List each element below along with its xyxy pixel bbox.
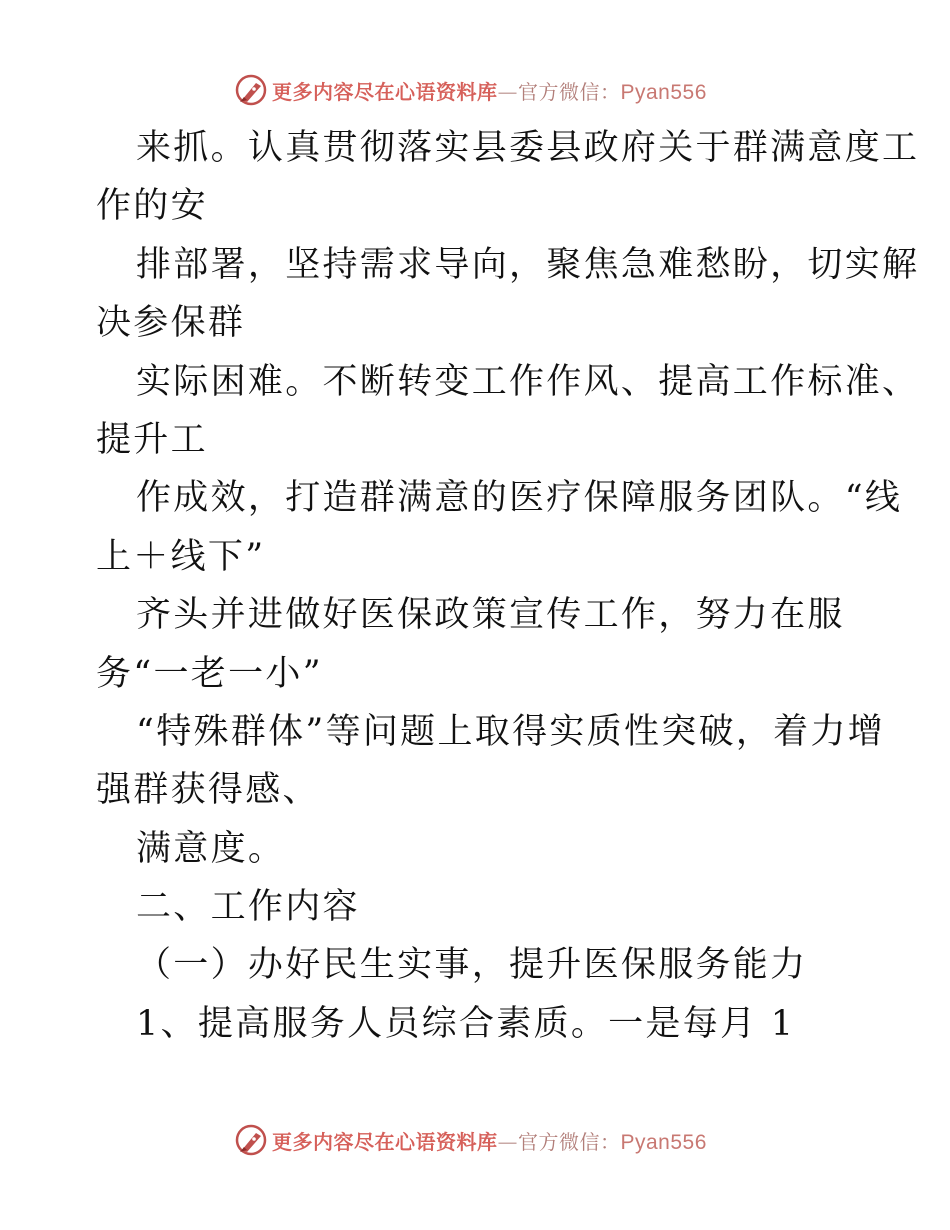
body-line: “特殊群体”等问题上取得实质性突破，着力增 <box>136 711 886 752</box>
body-line: 来抓。认真贯彻落实县委县政府关于群满意度工 <box>136 128 920 168</box>
body-line: 强群获得感、 <box>96 770 320 811</box>
body-line: 1、提高服务人员综合素质。一是每月 1 <box>136 1003 796 1044</box>
header-banner <box>234 70 734 110</box>
header-banner-label: 官方微信： <box>518 79 621 104</box>
body-line: 上＋线下” <box>96 536 266 577</box>
body-line: 提升工 <box>96 419 208 460</box>
footer-banner-main: 更多内容尽在心语资料库 <box>272 1129 498 1154</box>
footer-banner-id: Pyan556 <box>620 1130 707 1154</box>
pen-nib-logo-icon <box>234 1123 268 1157</box>
body-line: 满意度。 <box>136 828 286 869</box>
subsection-heading: （一）办好民生实事，提升医保服务能力 <box>136 945 808 986</box>
body-line: 齐头并进做好医保政策宣传工作，努力在服 <box>136 595 845 636</box>
header-banner-main: 更多内容尽在心语资料库 <box>272 79 498 104</box>
header-banner-separator: — <box>497 79 518 104</box>
body-line: 排部署，坚持需求导向，聚焦急难愁盼，切实解 <box>136 244 920 285</box>
header-banner-id: Pyan556 <box>620 80 707 104</box>
footer-banner-label: 官方微信： <box>518 1129 621 1154</box>
body-line: 作成效，打造群满意的医疗保障服务团队。“线 <box>136 478 903 519</box>
document-body <box>96 119 920 1053</box>
footer-banner-text <box>272 1126 707 1155</box>
footer-banner <box>234 1120 734 1160</box>
footer-banner-separator: — <box>497 1129 518 1154</box>
header-banner-text <box>272 76 707 105</box>
pen-nib-logo-icon <box>234 73 268 107</box>
body-line: 作的安 <box>96 186 208 227</box>
body-line: 务“一老一小” <box>96 653 323 694</box>
body-line: 决参保群 <box>96 303 246 344</box>
section-heading: 二、工作内容 <box>136 887 360 928</box>
body-line: 实际困难。不断转变工作作风、提高工作标准、 <box>136 361 920 402</box>
